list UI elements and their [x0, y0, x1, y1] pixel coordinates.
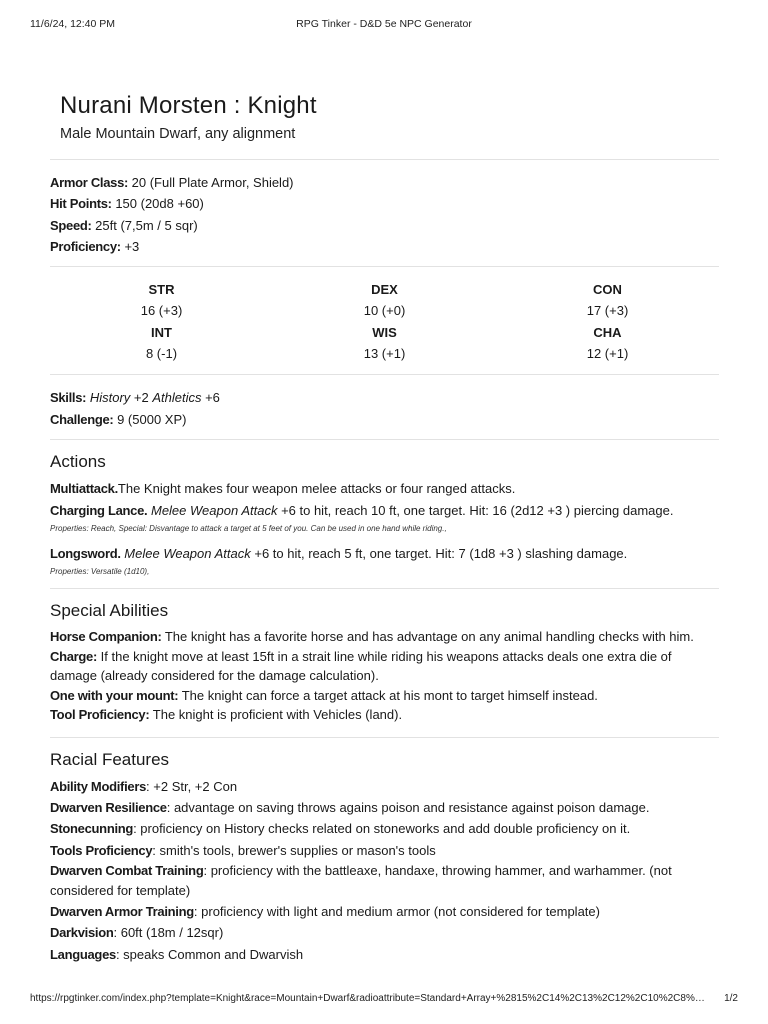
basic-stats	[50, 172, 719, 257]
feature-text: : advantage on saving throws agains poison and resistance against poison damage.	[166, 800, 650, 816]
ability-text: The knight can force a target attack at his mont to target himself instead.	[178, 687, 598, 703]
action-label: Longsword.	[50, 546, 121, 562]
skills-challenge	[50, 387, 719, 430]
special-ability	[50, 686, 719, 706]
feature-text: : proficiency with the battleaxe, handaxe, throwing hammer, and warhammer. (not considered for template)	[50, 863, 672, 899]
feature-text: : +2 Str, +2 Con	[146, 778, 238, 794]
action-longsword	[50, 543, 719, 564]
ability-value: 8 (-1)	[145, 346, 178, 362]
skill-athletics-value: +6	[201, 390, 220, 406]
ability-str	[50, 279, 273, 322]
special-abilities-title: Special Abilities	[50, 601, 169, 621]
challenge	[50, 409, 719, 430]
ability-int	[50, 322, 273, 365]
npc-header	[50, 92, 719, 142]
npc-name: Nurani Morsten : Knight	[60, 92, 317, 119]
speed	[50, 215, 719, 236]
ability-text: If the knight move at least 15ft in a strait line while riding his weapons attacks deals one extra die of damage (already considered for the damage calculation).	[50, 648, 672, 684]
racial-feature	[50, 922, 719, 943]
divider	[50, 439, 719, 440]
speed-label: Speed:	[50, 217, 92, 233]
challenge-label: Challenge:	[50, 411, 114, 427]
feature-text: : 60ft (18m / 12sqr)	[113, 925, 224, 941]
racial-feature	[50, 797, 719, 818]
divider	[50, 588, 719, 589]
actions-section	[50, 452, 719, 578]
ability-name: CHA	[593, 324, 622, 340]
armor-class	[50, 172, 719, 193]
skill-history: History	[89, 390, 131, 406]
actions-title: Actions	[50, 451, 106, 471]
racial-feature	[50, 861, 719, 901]
divider	[50, 374, 719, 375]
action-multiattack	[50, 478, 719, 499]
special-ability	[50, 647, 719, 686]
feature-text: : proficiency on History checks related on stoneworks and add double proficiency on it.	[133, 821, 631, 837]
action-text: +6 to hit, reach 5 ft, one target. Hit: 7 (1d8 +3 ) slashing damage.	[250, 546, 628, 562]
feature-label: Tools Proficiency	[50, 842, 153, 858]
ability-text: The knight has a favorite horse and has advantage on any animal handling checks with him.	[161, 629, 694, 645]
racial-feature	[50, 840, 719, 861]
racial-feature	[50, 776, 719, 797]
skills	[50, 387, 719, 408]
npc-statblock	[50, 88, 719, 965]
ability-value: 12 (+1)	[586, 346, 629, 362]
challenge-value: 9 (5000 XP)	[113, 411, 187, 427]
ability-name: DEX	[371, 282, 398, 298]
feature-label: Darkvision	[50, 925, 114, 941]
ability-scores	[50, 279, 719, 364]
skill-athletics: Athletics	[152, 390, 202, 406]
racial-feature	[50, 901, 719, 922]
proficiency-value: +3	[120, 238, 140, 254]
racial-features-section	[50, 750, 719, 965]
skills-label: Skills:	[50, 390, 87, 406]
feature-text: : proficiency with light and medium armor (not considered for template)	[193, 904, 600, 920]
action-type: Melee Weapon Attack	[124, 546, 251, 562]
print-url: https://rpgtinker.com/index.php?template=Knight&race=Mountain+Dwarf&radioattribute=Standard+Array+%2815%2C14%2C13%2C12%2C10%2C8%…	[30, 993, 705, 1004]
ability-label: Tool Proficiency:	[50, 707, 150, 723]
ability-value: 16 (+3)	[140, 303, 183, 319]
feature-text: : speaks Common and Dwarvish	[115, 946, 304, 962]
action-label: Charging Lance.	[50, 502, 148, 518]
feature-label: Dwarven Resilience	[50, 800, 167, 816]
divider	[50, 266, 719, 267]
action-text: +6 to hit, reach 10 ft, one target. Hit: 16 (2d12 +3 ) piercing damage.	[277, 502, 674, 518]
ability-con	[496, 279, 719, 322]
action-charging-lance	[50, 500, 719, 521]
feature-text: : smith's tools, brewer's supplies or mason's tools	[152, 842, 436, 858]
feature-label: Dwarven Armor Training	[50, 904, 194, 920]
action-properties: Properties: Reach, Special: Disvantage to attack a target at 5 feet of you. Can be used in one hand while riding.,	[50, 524, 447, 534]
ability-name: CON	[593, 282, 622, 298]
hit-points-value: 150 (20d8 +60)	[111, 196, 204, 212]
armor-class-value: 20 (Full Plate Armor, Shield)	[128, 175, 294, 190]
ability-value: 17 (+3)	[586, 303, 629, 319]
ability-label: One with your mount:	[50, 687, 179, 703]
action-properties: Properties: Versatile (1d10),	[50, 567, 150, 577]
feature-label: Dwarven Combat Training	[50, 863, 204, 879]
action-label: Multiattack.	[50, 480, 118, 496]
divider	[50, 737, 719, 738]
print-page-title: RPG Tinker - D&D 5e NPC Generator	[296, 18, 472, 30]
special-abilities-section	[50, 601, 719, 725]
special-ability	[50, 627, 719, 647]
ability-name: WIS	[372, 324, 397, 340]
print-datetime: 11/6/24, 12:40 PM	[30, 18, 116, 30]
proficiency	[50, 236, 719, 257]
feature-label: Stonecunning	[50, 821, 134, 837]
racial-feature	[50, 818, 719, 839]
ability-wis	[273, 322, 496, 365]
ability-label: Horse Companion:	[50, 629, 162, 645]
ability-value: 10 (+0)	[363, 303, 406, 319]
action-text: The Knight makes four weapon melee attacks or four ranged attacks.	[117, 480, 516, 496]
ability-name: INT	[151, 324, 172, 340]
feature-label: Languages	[50, 946, 116, 962]
speed-value: 25ft (7,5m / 5 sqr)	[91, 217, 198, 233]
ability-label: Charge:	[50, 648, 98, 664]
ability-cha	[496, 322, 719, 365]
skill-history-value: +2	[130, 390, 153, 406]
hit-points	[50, 193, 719, 214]
armor-class-label: Armor Class:	[50, 175, 129, 190]
ability-name: STR	[148, 282, 175, 298]
divider	[50, 159, 719, 160]
racial-features-title: Racial Features	[50, 749, 170, 769]
proficiency-label: Proficiency:	[50, 238, 121, 254]
print-page-number: 1/2	[724, 993, 738, 1004]
ability-value: 13 (+1)	[363, 346, 406, 362]
ability-dex	[273, 279, 496, 322]
racial-feature	[50, 944, 719, 965]
special-ability	[50, 705, 719, 725]
npc-subtitle: Male Mountain Dwarf, any alignment	[60, 126, 296, 142]
feature-label: Ability Modifiers	[50, 778, 147, 794]
action-type: Melee Weapon Attack	[150, 502, 278, 518]
ability-text: The knight is proficient with Vehicles (land).	[149, 707, 403, 723]
hit-points-label: Hit Points:	[50, 196, 112, 212]
